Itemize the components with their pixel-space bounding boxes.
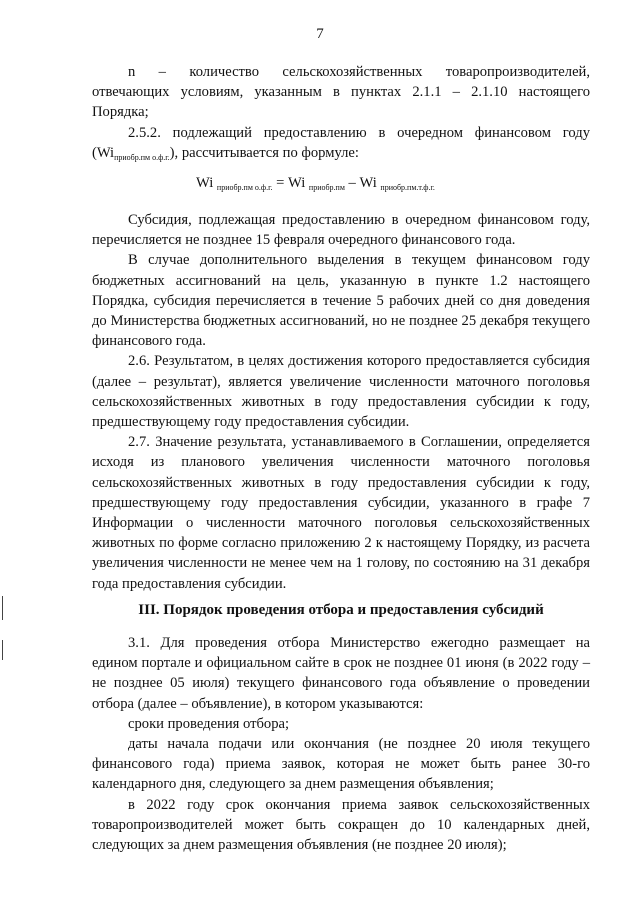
formula-sub-3: приобр.пм.т.ф.г. xyxy=(380,183,435,192)
scan-margin-mark xyxy=(2,596,3,620)
formula-term-2: Wi xyxy=(288,175,306,191)
paragraph-2-5-2-subscript: приобр.пм о.ф.г. xyxy=(114,152,170,162)
text-block-middle xyxy=(92,210,590,594)
scan-margin-mark xyxy=(2,640,3,660)
paragraph-terms: сроки проведения отбора; xyxy=(128,715,290,732)
paragraph-2-5-2-start: 2.5.2. подлежащий предоставлению в очередном финансовом году (Wi xyxy=(92,124,590,161)
formula-sub-2: приобр.пм xyxy=(308,183,345,192)
formula xyxy=(196,175,435,192)
text-block-bottom xyxy=(92,633,590,855)
paragraph-2022: в 2022 году срок окончания приема заявок сельскохозяйственных товаропроизводителей может быть сокращен до 10 календарных дней, следующих за днем размещения объявления (не позднее 20 июля); xyxy=(92,796,590,854)
page-number: 7 xyxy=(316,26,324,42)
formula-term-3: Wi xyxy=(359,175,377,191)
formula-sub-1: приобр.пм о.ф.г. xyxy=(216,183,273,192)
paragraph-2-5-2 xyxy=(92,123,590,168)
text-block-top xyxy=(92,62,590,168)
paragraph-additional-allocation: В случае дополнительного выделения в текущем финансовом году бюджетных ассигнований на цель, указанную в пункте 1.2 настоящего Порядка, субсидия перечисляется в течение 5 рабочих дней со дня доведения до Министерства бюджетных ассигнований, но не позднее 25 декабря текущего финансового года. xyxy=(92,252,590,350)
paragraph-subsidy-transfer: Субсидия, подлежащая предоставлению в очередном финансовом году, перечисляется не позднее 15 февраля очередного финансового года. xyxy=(92,212,590,249)
paragraph-2-7: 2.7. Значение результата, устанавливаемого в Соглашении, определяется исходя из планового увеличения численности маточного поголовья сельскохозяйственных животных в году предоставления субсидии к году, предшествующему году предоставления субсидии, указанного в графе 7 Информации о численности маточного поголовья сельскохозяйственных животных по форме согласно приложению 2 к настоящему Порядку, из расчета увеличения численности не менее чем на 1 голову, по состоянию на 31 декабря года предоставления субсидии. xyxy=(92,434,590,592)
section-heading-3: III. Порядок проведения отбора и предоставления субсидий xyxy=(138,602,544,618)
paragraph-n-definition: n – количество сельскохозяйственных товаропроизводителей, отвечающих условиям, указанным в пунктах 2.1.1 – 2.1.10 настоящего Порядка; xyxy=(92,64,590,121)
paragraph-dates: даты начала подачи или окончания (не позднее 20 июля текущего финансового года) приема заявок, которая не может быть ранее 30-го календарного дня, следующего за днем размещения объявления; xyxy=(92,736,590,793)
formula-minus: – xyxy=(348,175,356,191)
paragraph-3-1: 3.1. Для проведения отбора Министерство ежегодно размещает на едином портале и официальном сайте в срок не позднее 01 июня (в 2022 году – не позднее 05 июля) текущего финансового года объявление о проведении отбора (далее – объявление), в котором указываются: xyxy=(92,635,590,712)
paragraph-2-5-2-end: ), рассчитывается по формуле: xyxy=(169,144,359,161)
formula-equals: = xyxy=(276,175,285,191)
formula-term-1: Wi xyxy=(196,175,214,191)
paragraph-2-6: 2.6. Результатом, в целях достижения которого предоставляется субсидия (далее – результат), является увеличение численности маточного поголовья сельскохозяйственных животных в году предоставления субсидии к году, предшествующему году предоставления субсидии. xyxy=(92,353,590,431)
